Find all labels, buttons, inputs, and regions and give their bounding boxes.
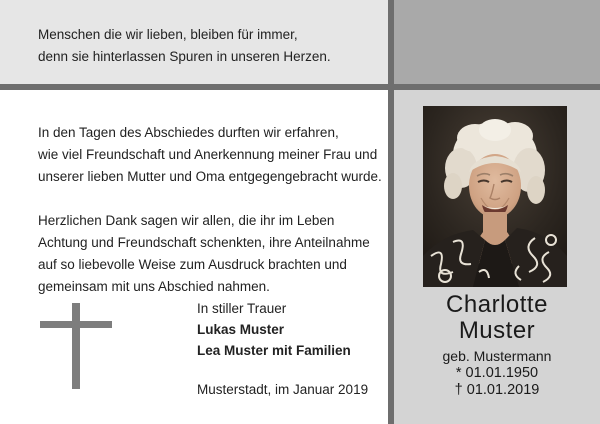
thank-you-paragraph-1: [38, 122, 383, 188]
horizontal-divider: [0, 84, 600, 90]
cross-vertical-bar: [72, 303, 80, 389]
quote-line-1: Menschen die wir lieben, bleiben für immer,: [38, 27, 298, 42]
deceased-maiden-name: geb. Mustermann: [442, 348, 552, 364]
paragraph1-line2: wie viel Freundschaft und Anerkennung meiner Frau und: [38, 147, 378, 162]
thank-you-text: [38, 122, 383, 298]
paragraph2-line3: auf so liebevolle Weise zum Ausdruck brachten und: [38, 257, 347, 272]
signature-place-date: Musterstadt, im Januar 2019: [197, 382, 369, 397]
deceased-death-date: † 01.01.2019: [454, 382, 540, 398]
portrait-photo: [423, 106, 567, 287]
paragraph1-line1: In den Tagen des Abschiedes durften wir erfahren,: [38, 125, 339, 140]
deceased-details: [394, 292, 600, 399]
paragraph2-line2: Achtung und Freundschaft schenkten, ihre Anteilnahme: [38, 235, 370, 250]
deceased-birth-date: * 01.01.1950: [455, 365, 539, 381]
signature-intro: In stiller Trauer: [197, 301, 287, 316]
memorial-quote: [38, 24, 378, 68]
top-right-gray-panel: [394, 0, 600, 84]
deceased-first-name: Charlotte: [446, 291, 548, 318]
paragraph1-line3: unserer lieben Mutter und Oma entgegengebracht wurde.: [38, 169, 382, 184]
cross-horizontal-bar: [40, 321, 112, 328]
deceased-last-name: Muster: [458, 317, 536, 344]
signature-name-1: Lukas Muster: [197, 322, 285, 337]
paragraph2-line4: gemeinsam mit uns Abschied nahmen.: [38, 279, 270, 294]
quote-line-2: denn sie hinterlassen Spuren in unseren Herzen.: [38, 49, 331, 64]
signature-name-2: Lea Muster mit Familien: [197, 343, 351, 358]
signature-block: [197, 298, 368, 400]
portrait-photo-svg: [423, 106, 567, 287]
thank-you-paragraph-2: [38, 210, 383, 298]
paragraph2-line1: Herzlichen Dank sagen wir allen, die ihr im Leben: [38, 213, 335, 228]
